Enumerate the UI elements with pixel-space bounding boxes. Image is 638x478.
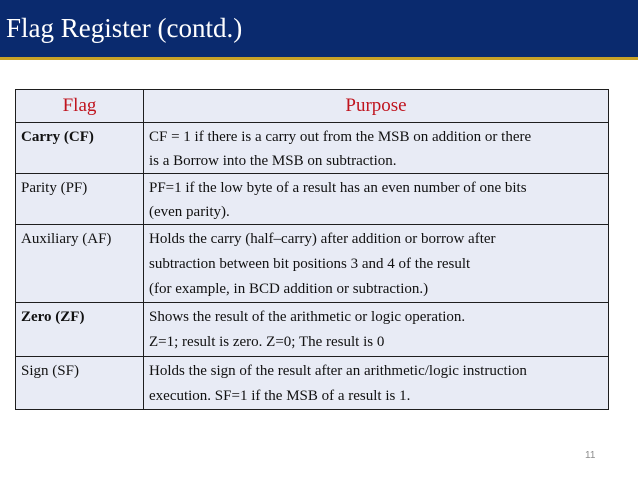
slide-title: Flag Register (contd.) (6, 13, 243, 43)
purpose-line: execution. SF=1 if the MSB of a result is 1. (149, 388, 411, 404)
purpose-sign (144, 357, 609, 410)
flag-register-table (15, 89, 609, 410)
table-row-sign (16, 357, 609, 410)
purpose-line: subtraction between bit positions 3 and 4 of the result (149, 256, 471, 272)
flag-auxiliary: Auxiliary (AF) (16, 225, 144, 303)
page-number: 11 (585, 450, 596, 461)
title-bar (0, 0, 638, 57)
purpose-line: Holds the carry (half–carry) after addition or borrow after (149, 231, 496, 247)
header-flag: Flag (16, 90, 144, 123)
flag-zero: Zero (ZF) (16, 303, 144, 357)
purpose-zero (144, 303, 609, 357)
flag-sign: Sign (SF) (16, 357, 144, 410)
table-header-row (16, 90, 609, 123)
purpose-line: Holds the sign of the result after an arithmetic/logic instruction (149, 363, 527, 379)
purpose-line: Z=1; result is zero. Z=0; The result is 0 (149, 334, 385, 350)
purpose-line: (for example, in BCD addition or subtraction.) (149, 281, 429, 297)
title-accent-rule (0, 57, 638, 60)
purpose-line: (even parity). (149, 204, 230, 220)
purpose-auxiliary (144, 225, 609, 303)
flag-parity: Parity (PF) (16, 174, 144, 225)
header-purpose: Purpose (144, 90, 609, 123)
purpose-line: Shows the result of the arithmetic or logic operation. (149, 309, 466, 325)
purpose-line: is a Borrow into the MSB on subtraction. (149, 153, 397, 169)
purpose-carry (144, 123, 609, 174)
flag-carry: Carry (CF) (16, 123, 144, 174)
table-row-carry (16, 123, 609, 174)
table-row-zero (16, 303, 609, 357)
table-row-auxiliary (16, 225, 609, 303)
purpose-parity (144, 174, 609, 225)
purpose-line: CF = 1 if there is a carry out from the MSB on addition or there (149, 129, 532, 145)
table-row-parity (16, 174, 609, 225)
purpose-line: PF=1 if the low byte of a result has an even number of one bits (149, 180, 527, 196)
